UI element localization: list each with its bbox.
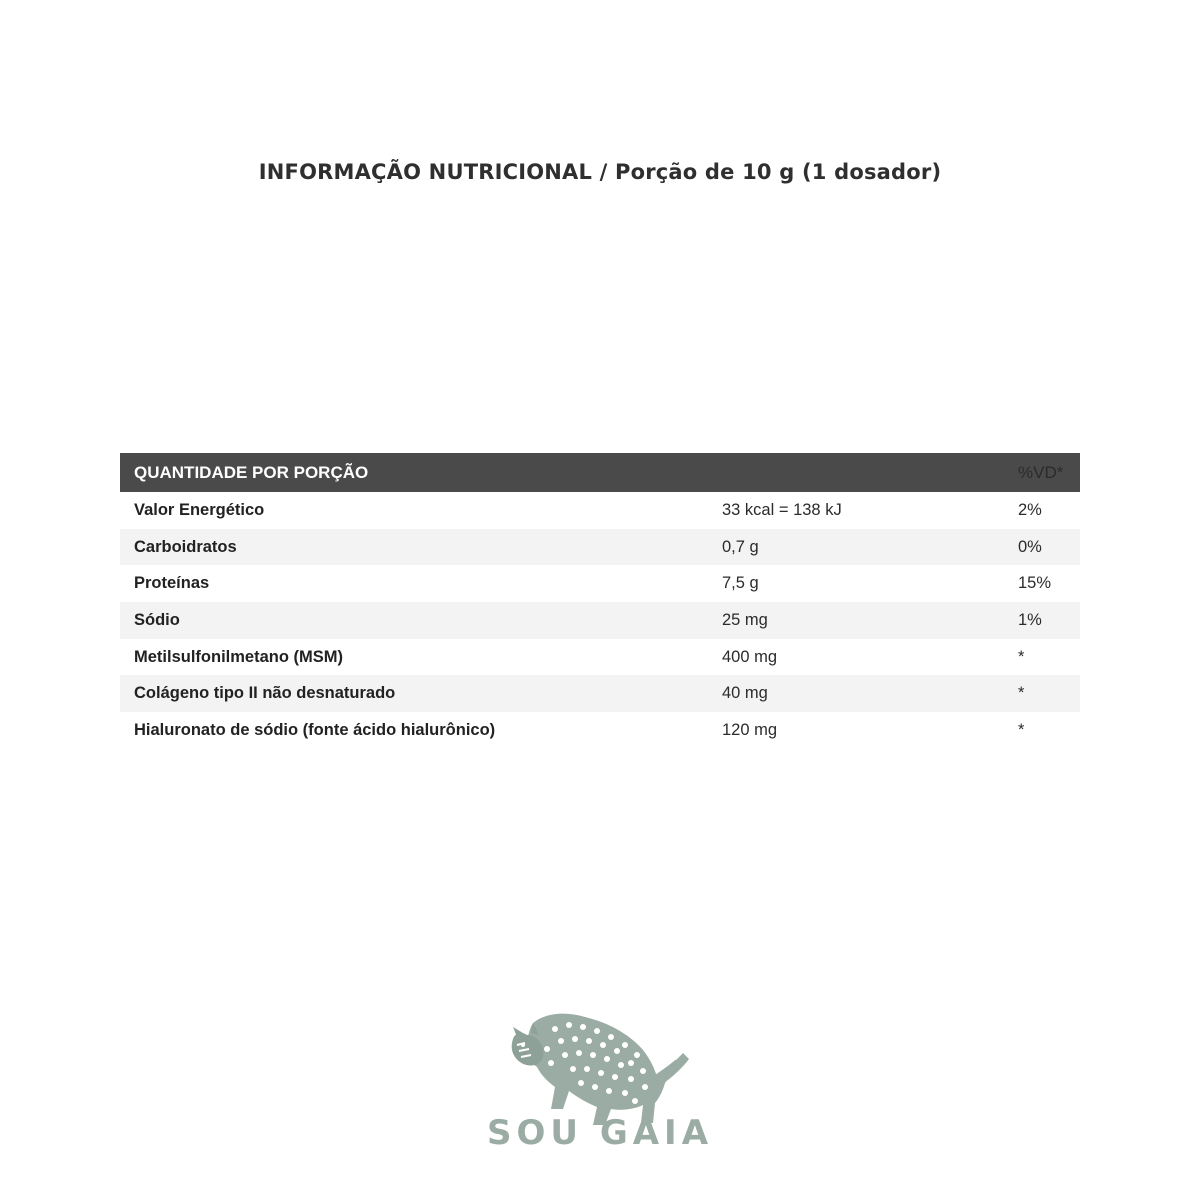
nutrient-vd: 2% bbox=[1018, 500, 1042, 519]
table-row bbox=[120, 675, 1080, 712]
nutrient-name: Carboidratos bbox=[134, 537, 237, 556]
nutrient-name: Sódio bbox=[134, 610, 180, 629]
nutrition-table bbox=[120, 453, 1080, 749]
nutrient-name: Proteínas bbox=[134, 574, 210, 593]
nutrient-vd: 0% bbox=[1018, 537, 1042, 556]
table-row bbox=[120, 712, 1080, 749]
header-vd: %VD* bbox=[1018, 462, 1064, 482]
nutrient-name: Hialuronato de sódio (fonte ácido hialurônico) bbox=[134, 720, 496, 739]
nutrient-vd: * bbox=[1018, 647, 1025, 666]
nutrient-vd: * bbox=[1018, 720, 1025, 739]
nutrient-vd: 15% bbox=[1018, 574, 1052, 593]
nutrient-amount: 0,7 g bbox=[722, 537, 759, 556]
nutrient-amount: 25 mg bbox=[722, 610, 768, 629]
table-row bbox=[120, 602, 1080, 639]
page-title: INFORMAÇÃO NUTRICIONAL / Porção de 10 g (1 dosador) bbox=[258, 160, 942, 184]
table-header bbox=[120, 453, 1080, 492]
table-row bbox=[120, 492, 1080, 529]
nutrient-amount: 40 mg bbox=[722, 684, 768, 703]
nutrient-name: Metilsulfonilmetano (MSM) bbox=[134, 647, 343, 666]
table-row bbox=[120, 639, 1080, 676]
nutrient-vd: 1% bbox=[1018, 610, 1042, 629]
nutrient-name: Colágeno tipo II não desnaturado bbox=[134, 684, 396, 703]
header-quantity: QUANTIDADE POR PORÇÃO bbox=[134, 462, 369, 482]
nutrient-amount: 33 kcal = 138 kJ bbox=[722, 500, 842, 519]
nutrient-vd: * bbox=[1018, 684, 1025, 703]
table-row bbox=[120, 529, 1080, 566]
brand-logo-text: SOU GAIA bbox=[486, 1113, 714, 1153]
nutrient-name: Valor Energético bbox=[134, 500, 265, 519]
nutrient-amount: 400 mg bbox=[722, 647, 778, 666]
nutrient-amount: 7,5 g bbox=[722, 574, 759, 593]
table-row bbox=[120, 565, 1080, 602]
nutrient-amount: 120 mg bbox=[722, 720, 778, 739]
